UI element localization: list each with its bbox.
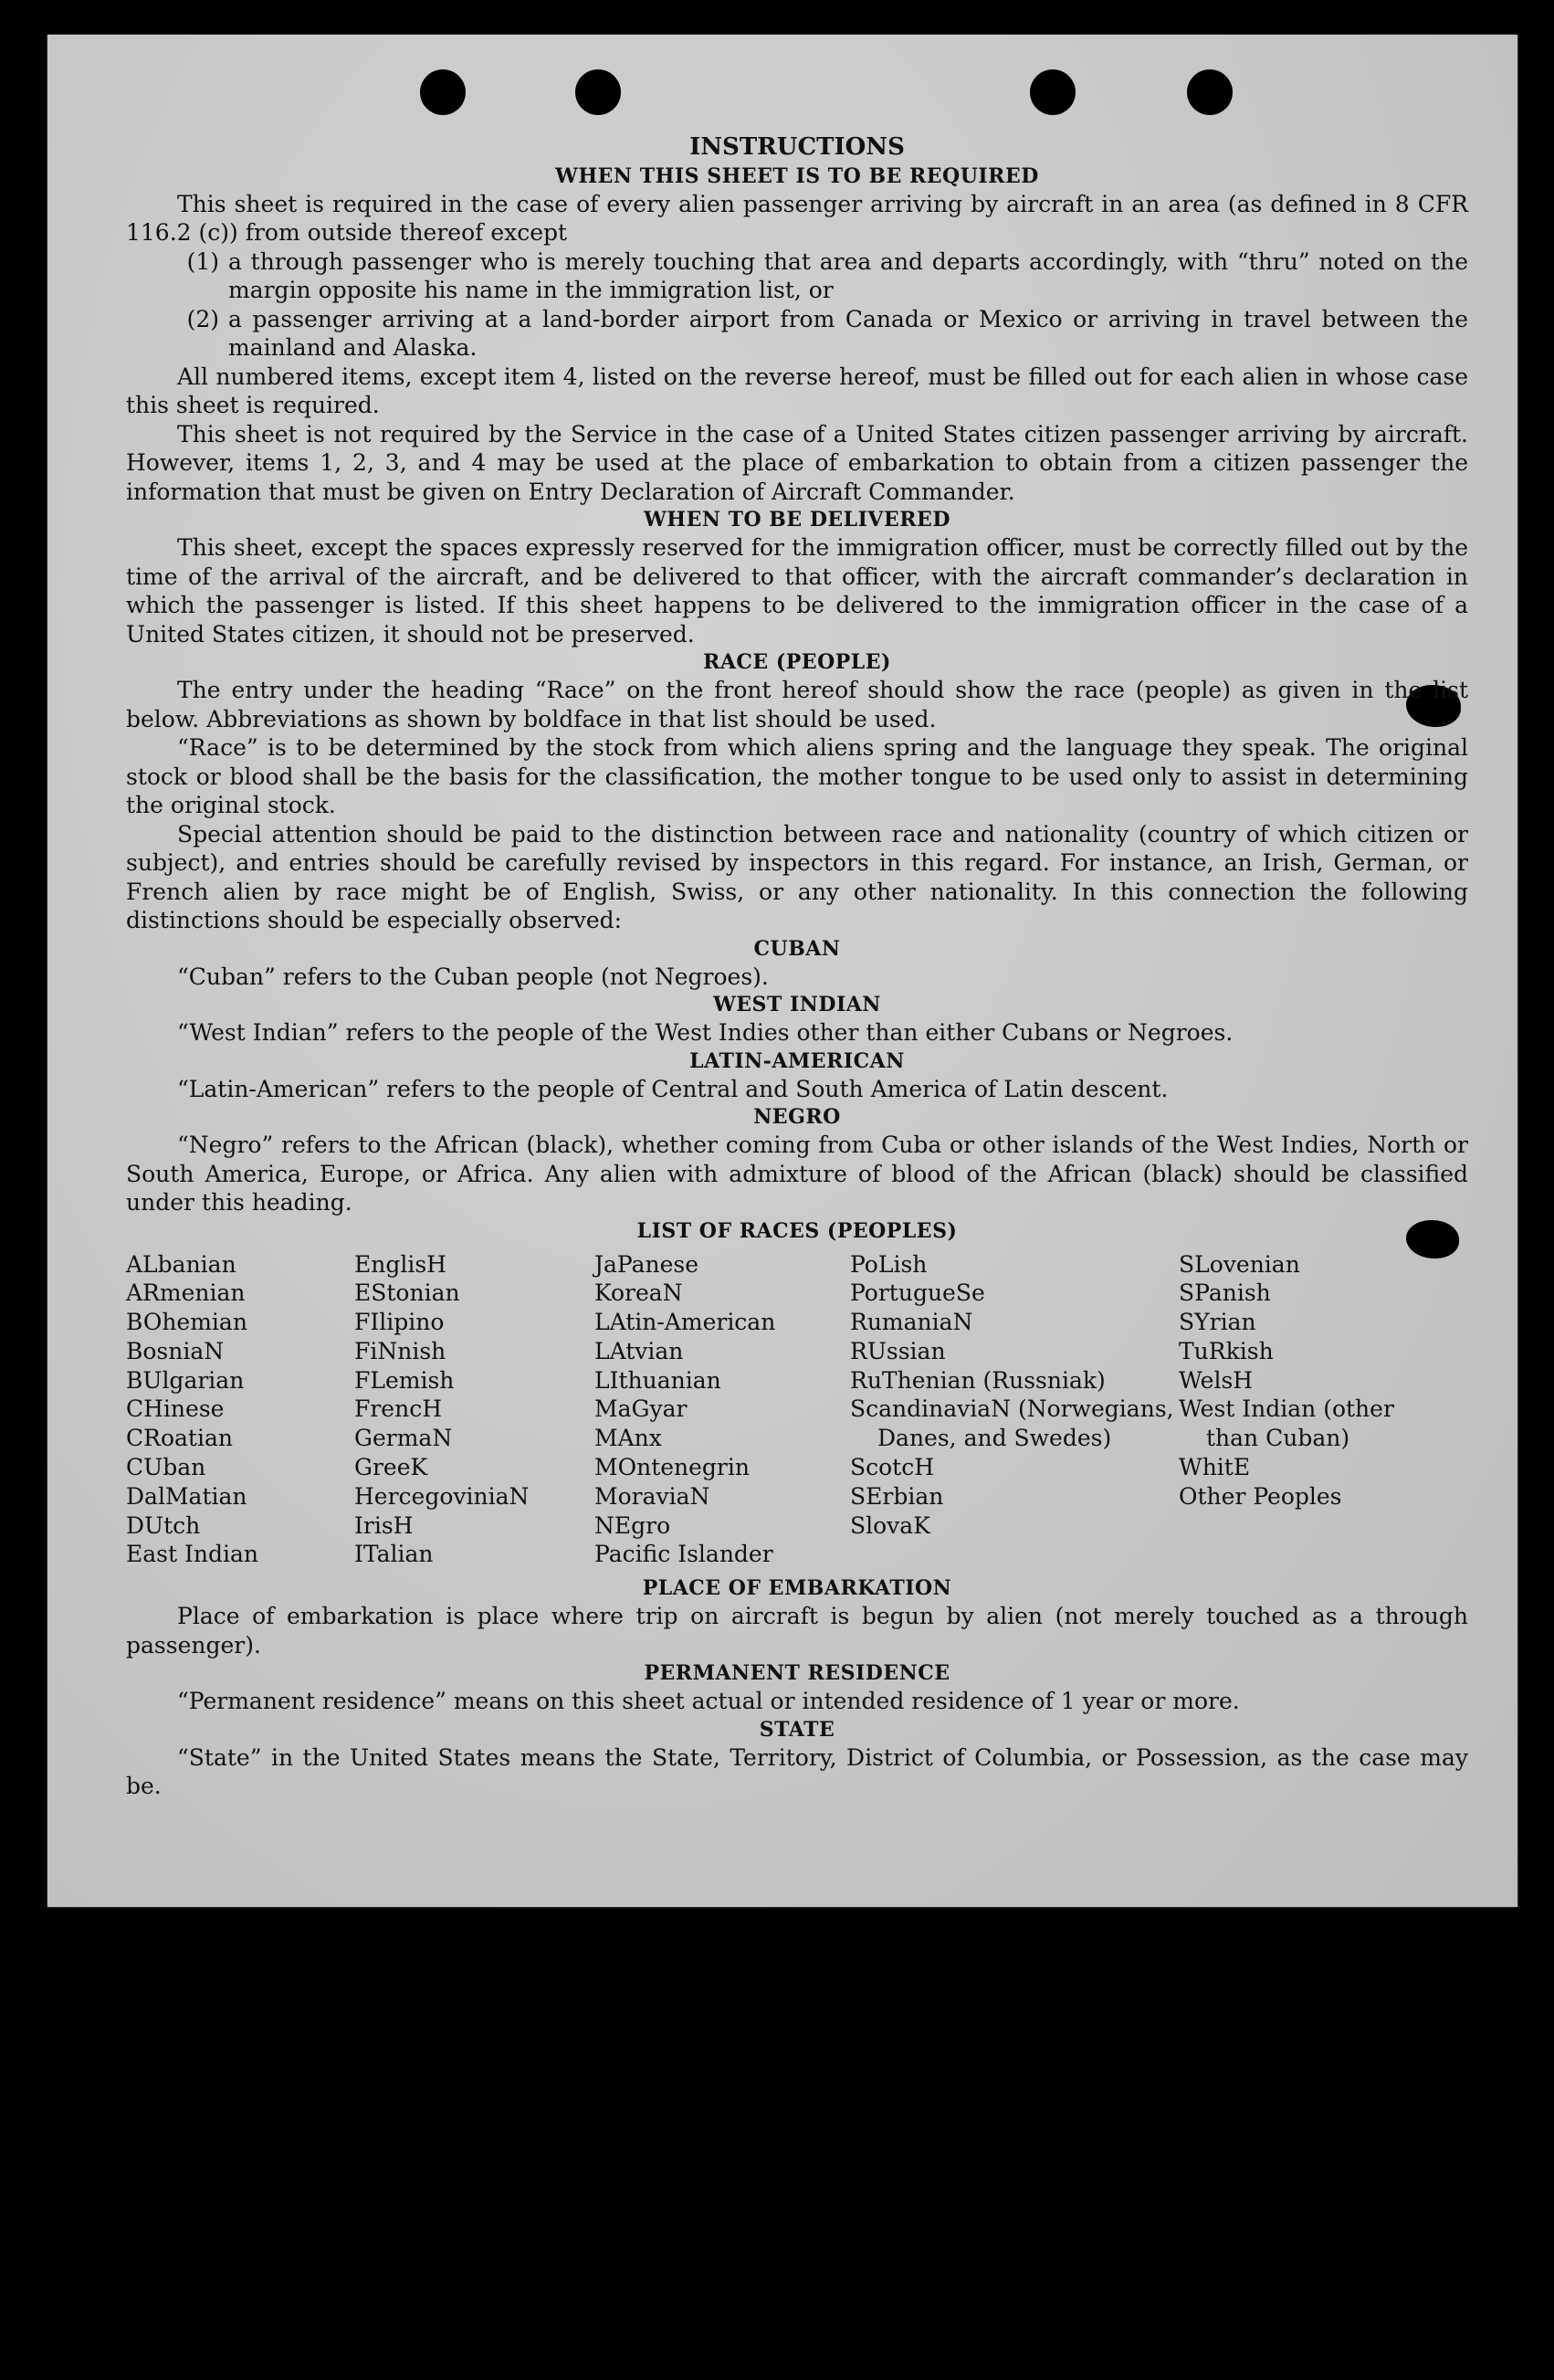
race-entry: SLovenian bbox=[1179, 1250, 1300, 1278]
race-entry: MOntenegrin bbox=[594, 1454, 750, 1481]
races-column bbox=[1179, 1250, 1418, 1570]
list-item bbox=[126, 247, 1468, 305]
item-text: a through passenger who is merely touching that area and departs accordingly, with “thru” noted on the margin opposite his name in the immigration list, or bbox=[228, 247, 1468, 303]
race-entry: ARmenian bbox=[126, 1280, 246, 1307]
race-entry: CUban bbox=[126, 1454, 206, 1481]
race-entry: East Indian bbox=[126, 1541, 258, 1568]
race-entry: ScandinaviaN (Norwegians, Danes, and Swedes) bbox=[850, 1395, 1174, 1452]
race-entry: BosniaN bbox=[126, 1337, 225, 1364]
paragraph: “Negro” refers to the African (black), whether coming from Cuba or other islands of the West Indies, North or South America, Europe, or Africa. Any alien with admixture of blood of the African (black) should be classified under this heading. bbox=[126, 1132, 1468, 1216]
section-heading: LATIN-AMERICAN bbox=[689, 1048, 905, 1073]
race-entry: NEgro bbox=[594, 1511, 671, 1539]
item-number: (2) bbox=[186, 305, 219, 332]
races-column bbox=[354, 1250, 594, 1570]
race-entry: LAtvian bbox=[594, 1337, 684, 1364]
document-page bbox=[47, 35, 1517, 1907]
race-entry: EnglisH bbox=[354, 1250, 446, 1278]
races-list bbox=[126, 1250, 1468, 1570]
punch-hole bbox=[420, 69, 466, 115]
races-column bbox=[126, 1250, 354, 1570]
section-heading: PLACE OF EMBARKATION bbox=[642, 1576, 952, 1601]
race-entry: DalMatian bbox=[126, 1482, 247, 1510]
race-entry: RUssian bbox=[850, 1337, 946, 1364]
race-entry: LAtin-American bbox=[594, 1309, 776, 1336]
punch-hole bbox=[1030, 69, 1076, 115]
paragraph: This sheet, except the spaces expressly reserved for the immigration officer, must be correctly filled out by the time of the arrival of the aircraft, and be delivered to that officer, with the aircraft commander’s declaration in which the passenger is listed. If this sheet happens to be delivered to the immigration officer in the case of a United States citizen, it should not be preserved. bbox=[126, 534, 1468, 648]
race-entry: EStonian bbox=[354, 1280, 460, 1307]
race-entry: Pacific Islander bbox=[594, 1541, 773, 1568]
race-entry: FLemish bbox=[354, 1366, 455, 1394]
page-title: INSTRUCTIONS bbox=[689, 133, 905, 161]
race-entry: MaGyar bbox=[594, 1395, 688, 1423]
section-heading: WEST INDIAN bbox=[713, 993, 881, 1016]
race-entry: Other Peoples bbox=[1179, 1482, 1342, 1510]
race-entry: ITalian bbox=[354, 1541, 434, 1568]
paragraph: “State” in the United States means the State, Territory, District of Columbia, or Possession, as the case may be. bbox=[126, 1743, 1468, 1800]
race-entry: SlovaK bbox=[850, 1511, 930, 1539]
section-heading: PERMANENT RESIDENCE bbox=[644, 1661, 950, 1686]
race-entry: TuRkish bbox=[1179, 1337, 1274, 1364]
race-entry: BOhemian bbox=[126, 1309, 247, 1336]
punch-hole bbox=[575, 69, 621, 115]
instructions-content bbox=[126, 133, 1468, 1801]
race-entry: SYrian bbox=[1179, 1309, 1256, 1336]
list-item bbox=[126, 305, 1468, 363]
race-entry: LIthuanian bbox=[594, 1366, 721, 1394]
section-heading: CUBAN bbox=[753, 936, 841, 961]
race-entry: IrisH bbox=[354, 1511, 414, 1539]
item-number: (1) bbox=[186, 247, 219, 275]
race-entry: KoreaN bbox=[594, 1280, 683, 1307]
punch-hole bbox=[1187, 69, 1233, 115]
race-entry: GreeK bbox=[354, 1454, 428, 1481]
section-heading: RACE (PEOPLE) bbox=[703, 650, 891, 674]
race-entry: ALbanian bbox=[126, 1250, 236, 1278]
race-entry: WhitE bbox=[1179, 1454, 1251, 1481]
paragraph: Special attention should be paid to the distinction between race and nationality (country of which citizen or subject), and entries should be carefully revised by inspectors in this regard. For instance, an Irish, German, or French alien by race might be of English, Swiss, or any other nationality. In this connection the following distinctions should be especially observed: bbox=[126, 820, 1468, 933]
race-entry: FIlipino bbox=[354, 1309, 445, 1336]
section-heading: STATE bbox=[759, 1717, 835, 1742]
paragraph: The entry under the heading “Race” on the front hereof should show the race (people) as given in the list below. Abbreviations as shown by boldface in that list should be used. bbox=[126, 677, 1468, 732]
race-entry: MAnx bbox=[594, 1425, 662, 1452]
race-entry: CRoatian bbox=[126, 1425, 233, 1452]
section-heading: NEGRO bbox=[753, 1105, 841, 1129]
race-entry: WelsH bbox=[1179, 1366, 1254, 1394]
race-entry: ScotcH bbox=[850, 1454, 935, 1481]
race-entry: PortugueSe bbox=[850, 1280, 985, 1307]
paragraph: All numbered items, except item 4, listed on the reverse hereof, must be filled out for each alien in whose case this sheet is required. bbox=[126, 363, 1468, 418]
race-entry: PoLish bbox=[850, 1250, 928, 1278]
section-heading: WHEN TO BE DELIVERED bbox=[644, 508, 950, 532]
race-entry: CHinese bbox=[126, 1395, 225, 1423]
race-entry: MoraviaN bbox=[594, 1482, 710, 1510]
race-entry: West Indian (other than Cuban) bbox=[1179, 1395, 1394, 1452]
paragraph: “Cuban” refers to the Cuban people (not Negroes). bbox=[177, 963, 769, 990]
section-heading: LIST OF RACES (PEOPLES) bbox=[636, 1218, 958, 1243]
race-entry: GermaN bbox=[354, 1425, 453, 1452]
races-column bbox=[594, 1250, 850, 1570]
paragraph: This sheet is not required by the Service in the case of a United States citizen passenger arriving by aircraft. However, items 1, 2, 3, and 4 may be used at the place of embarkation to obtain from a citizen passenger the information that must be given on Entry Declaration of Aircraft Commander. bbox=[126, 420, 1468, 505]
paragraph: “Latin-American” refers to the people of Central and South America of Latin descent. bbox=[177, 1075, 1169, 1102]
race-entry: RumaniaN bbox=[850, 1309, 973, 1336]
race-entry: FrencH bbox=[354, 1395, 442, 1423]
paragraph: Place of embarkation is place where trip on aircraft is begun by alien (not merely touched as a through passenger). bbox=[126, 1603, 1468, 1659]
race-entry: RuThenian (Russniak) bbox=[850, 1366, 1106, 1394]
item-text: a passenger arriving at a land-border airport from Canada or Mexico or arriving in travel between the mainland and Alaska. bbox=[228, 305, 1468, 361]
paragraph: “West Indian” refers to the people of the West Indies other than either Cubans or Negroes. bbox=[177, 1019, 1234, 1046]
races-column bbox=[850, 1250, 1179, 1570]
race-entry: SPanish bbox=[1179, 1280, 1271, 1307]
race-entry: FiNnish bbox=[354, 1337, 446, 1364]
race-entry: SErbian bbox=[850, 1482, 944, 1510]
paragraph: “Race” is to be determined by the stock from which aliens spring and the language they speak. The original stock or blood shall be the basis for the classification, the mother tongue to be used only to assist in determining the original stock. bbox=[126, 734, 1468, 818]
section-heading: WHEN THIS SHEET IS TO BE REQUIRED bbox=[555, 163, 1039, 188]
race-entry: JaPanese bbox=[594, 1250, 699, 1278]
race-entry: HercegoviniaN bbox=[354, 1482, 530, 1510]
paragraph: This sheet is required in the case of every alien passenger arriving by aircraft in an area (as defined in 8 CFR 116.2 (c)) from outside thereof except bbox=[126, 190, 1468, 246]
race-entry: BUlgarian bbox=[126, 1366, 245, 1394]
paragraph: “Permanent residence” means on this sheet actual or intended residence of 1 year or more. bbox=[177, 1688, 1240, 1715]
race-entry: DUtch bbox=[126, 1511, 201, 1539]
